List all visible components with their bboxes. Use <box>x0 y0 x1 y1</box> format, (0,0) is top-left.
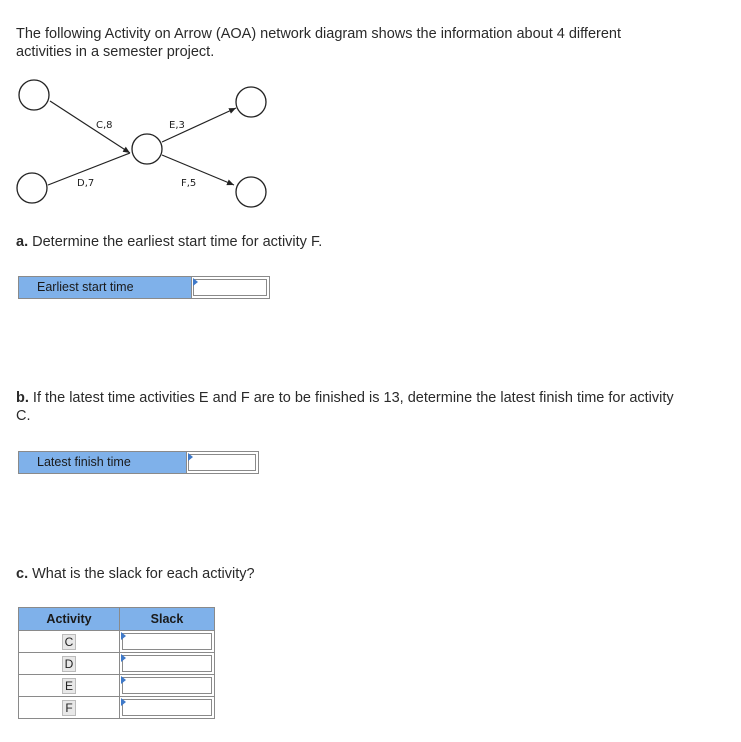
activity-name: F <box>62 700 75 716</box>
header-slack: Slack <box>120 608 215 631</box>
activity-cell <box>19 631 120 653</box>
input-marker-icon <box>121 654 126 662</box>
part-b-letter: b. <box>16 390 29 406</box>
node-3 <box>132 134 162 164</box>
intro-line-1: The following Activity on Arrow (AOA) network diagram shows the information about 4 different <box>16 26 621 42</box>
activity-cell <box>19 697 120 719</box>
table-row <box>19 653 215 675</box>
part-a-text: Determine the earliest start time for activity F. <box>32 234 323 250</box>
slack-input-c[interactable] <box>120 631 215 653</box>
intro-line-2: activities in a semester project. <box>16 44 215 60</box>
node-2 <box>17 173 47 203</box>
latest-finish-input[interactable] <box>186 452 258 473</box>
slack-table-header <box>19 608 215 631</box>
table-row <box>19 631 215 653</box>
input-marker-icon <box>121 698 126 706</box>
edge-label-c: C,8 <box>96 120 113 131</box>
part-b-question-line-1 <box>16 389 674 407</box>
part-b-text: If the latest time activities E and F are to be finished is 13, determine the latest finish time for activity <box>32 390 674 406</box>
activity-name: E <box>62 678 76 694</box>
node-1 <box>19 80 49 110</box>
activity-name: D <box>62 656 77 672</box>
slack-input-f[interactable] <box>120 697 215 719</box>
part-b-question-line-2: C. <box>16 408 31 424</box>
part-c-question <box>16 565 255 583</box>
edge-c-arrow <box>50 101 130 153</box>
node-4 <box>236 87 266 117</box>
earliest-start-row <box>18 276 270 299</box>
input-marker-icon <box>188 453 193 461</box>
slack-input-d[interactable] <box>120 653 215 675</box>
aoa-network-diagram <box>0 70 300 220</box>
slack-table <box>18 607 215 719</box>
input-marker-icon <box>121 676 126 684</box>
latest-finish-label: Latest finish time <box>19 452 186 473</box>
part-c-text: What is the slack for each activity? <box>32 566 255 582</box>
input-marker-icon <box>121 632 126 640</box>
activity-cell <box>19 675 120 697</box>
part-c-letter: c. <box>16 566 29 582</box>
activity-name: C <box>62 634 77 650</box>
part-a-letter: a. <box>16 234 29 250</box>
input-marker-icon <box>193 278 198 286</box>
earliest-start-label: Earliest start time <box>19 277 191 298</box>
earliest-start-input[interactable] <box>191 277 269 298</box>
slack-input-e[interactable] <box>120 675 215 697</box>
edge-label-f: F,5 <box>181 178 197 189</box>
edge-label-e: E,3 <box>169 120 185 131</box>
latest-finish-row <box>18 451 259 474</box>
edge-f-arrow <box>162 155 234 185</box>
table-row <box>19 697 215 719</box>
edge-label-d: D,7 <box>77 178 95 189</box>
activity-cell <box>19 653 120 675</box>
header-activity: Activity <box>19 608 120 631</box>
node-5 <box>236 177 266 207</box>
table-row <box>19 675 215 697</box>
part-a-question <box>16 233 322 251</box>
